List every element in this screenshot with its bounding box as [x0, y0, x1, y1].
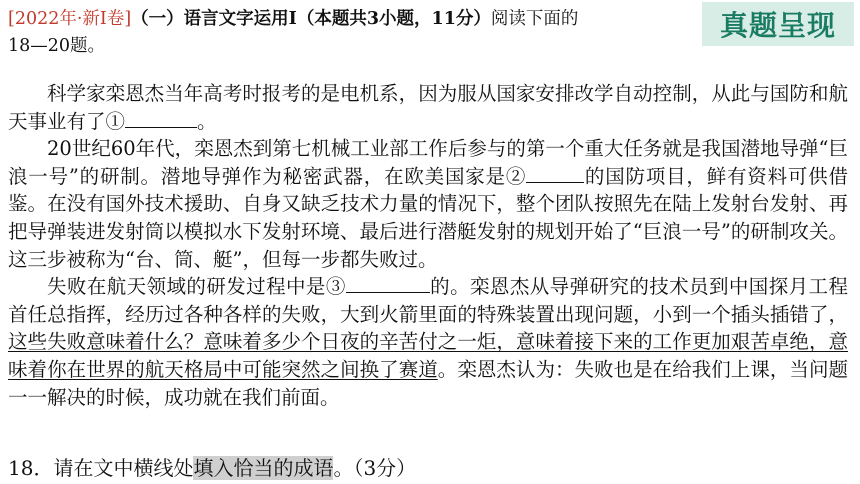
blank-3: [346, 292, 430, 293]
section-title: （一）语言文字运用Ⅰ（本题共3小题，11分）: [131, 9, 491, 29]
question-range: 18—20题。: [8, 36, 106, 56]
section-badge: 真题呈现: [702, 2, 854, 46]
question-number: 18．: [8, 456, 54, 480]
blank-2: [526, 182, 584, 183]
paragraph-2: 20世纪60年代，栾恩杰到第七机械工业部工作后参与的第一个重大任务就是我国潜地导弹“巨浪一号”的研制。潜地导弹作为秘密武器，在欧美国家是② 的国防项目，鲜有资料可供借鉴。在没有国外技术援助、自身又缺乏技术力量的情况下，整个团队按照先在陆上发射台发射、再把导弹装进发射筒以模拟水下发射环境、最后进行潜艇发射的规划开始了“巨浪一号”的研制攻关。这三步被称为“台、筒、艇”，但每一步都失败过。: [8, 137, 848, 271]
reading-passage: [8, 80, 848, 411]
paragraph-3: 失败在航天领域的研发过程中是③ 的。栾恩杰从导弹研究的技术员到中国探月工程首任总指挥，经历过各种各样的失败，大到火箭里面的特殊装置出现问题，小到一个插头插错了，这些失败意味着什么？意味着多少个日夜的辛苦付之一炬，意味着接下来的工作更加艰苦卓绝，意味着你在世界的航天格局中可能突然之间换了赛道。栾恩杰认为：失败也是在给我们上课，当问题一一解决的时候，成功就在我们前面。: [8, 275, 848, 409]
exam-source: [2022年·新Ⅰ卷]: [8, 9, 132, 29]
blank-1: [125, 127, 197, 128]
question-header: [8, 6, 708, 60]
highlighted-text: 填入恰当的成语: [193, 456, 334, 480]
instruction-text: 阅读下面的: [490, 9, 579, 29]
paragraph-1: 科学家栾恩杰当年高考时报考的是电机系，因为服从国家安排改学自动控制，从此与国防和航天事业有了① 。: [8, 82, 848, 133]
blank-marker-2: ②: [505, 164, 527, 188]
underlined-sentence: 这些失败意味着什么？意味着多少个日夜的辛苦付之一炬，意味着接下来的工作更加艰苦卓绝，意味着你在世界的航天格局中可能突然之间换了赛道: [8, 330, 848, 381]
blank-marker-1: ①: [105, 109, 126, 133]
question-18: 18．请在文中横线处填入恰当的成语。（3分）: [8, 456, 417, 480]
blank-marker-3: ③: [325, 275, 346, 299]
